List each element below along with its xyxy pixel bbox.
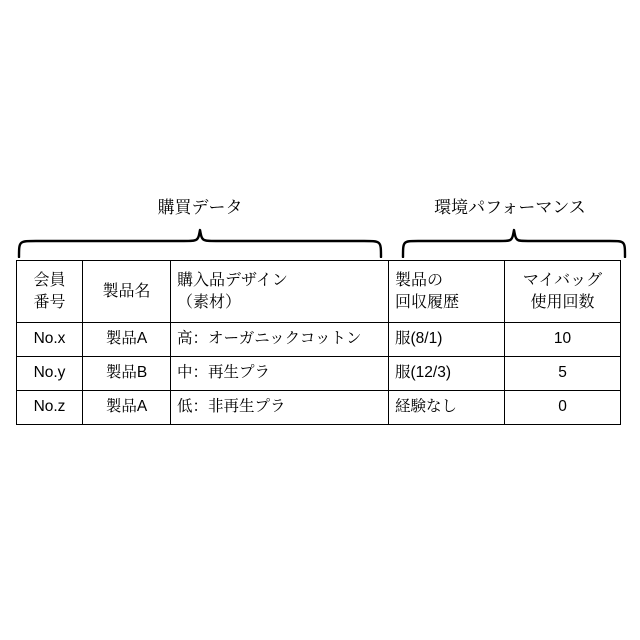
cell-design-material: 高：オーガニックコットン xyxy=(171,323,389,357)
table-row xyxy=(17,357,621,391)
cell-mybag-count: 10 xyxy=(505,323,621,357)
table-row xyxy=(17,391,621,425)
header-member-id xyxy=(17,261,83,323)
brace-purchase-data xyxy=(16,228,384,258)
header-mybag-count xyxy=(505,261,621,323)
header-product-name xyxy=(83,261,171,323)
cell-product-name: 製品B xyxy=(83,357,171,391)
cell-member-id: No.z xyxy=(17,391,83,425)
group-label-environmental-performance: 環境パフォーマンス xyxy=(434,198,586,217)
header-recovery-history xyxy=(389,261,505,323)
header-recovery-history-text: 製品の 回収履歴 xyxy=(395,271,460,311)
cell-product-name: 製品A xyxy=(83,391,171,425)
group-label-row xyxy=(14,196,626,224)
header-design-material-text: 購入品デザイン （素材） xyxy=(177,271,288,311)
group-label-purchase-data: 購買データ xyxy=(157,198,243,217)
cell-design-material: 低：非再生プラ xyxy=(171,391,389,425)
table-header-row xyxy=(17,261,621,323)
cell-mybag-count: 0 xyxy=(505,391,621,425)
table-container xyxy=(16,260,620,425)
cell-mybag-count: 5 xyxy=(505,357,621,391)
cell-design-material: 中：再生プラ xyxy=(171,357,389,391)
header-mybag-count-text: マイバッグ 使用回数 xyxy=(522,271,603,311)
header-design-material xyxy=(171,261,389,323)
cell-product-name: 製品A xyxy=(83,323,171,357)
table-row xyxy=(17,323,621,357)
header-member-id-text: 会員 番号 xyxy=(33,271,66,311)
cell-recovery-history: 経験なし xyxy=(389,391,505,425)
customer-data-table xyxy=(16,260,621,425)
brace-environmental-performance xyxy=(400,228,628,258)
header-product-name-text: 製品名 xyxy=(102,282,151,300)
cell-member-id: No.x xyxy=(17,323,83,357)
cell-recovery-history: 服(8/1) xyxy=(389,323,505,357)
brace-row xyxy=(14,228,626,260)
cell-member-id: No.y xyxy=(17,357,83,391)
cell-recovery-history: 服(12/3) xyxy=(389,357,505,391)
